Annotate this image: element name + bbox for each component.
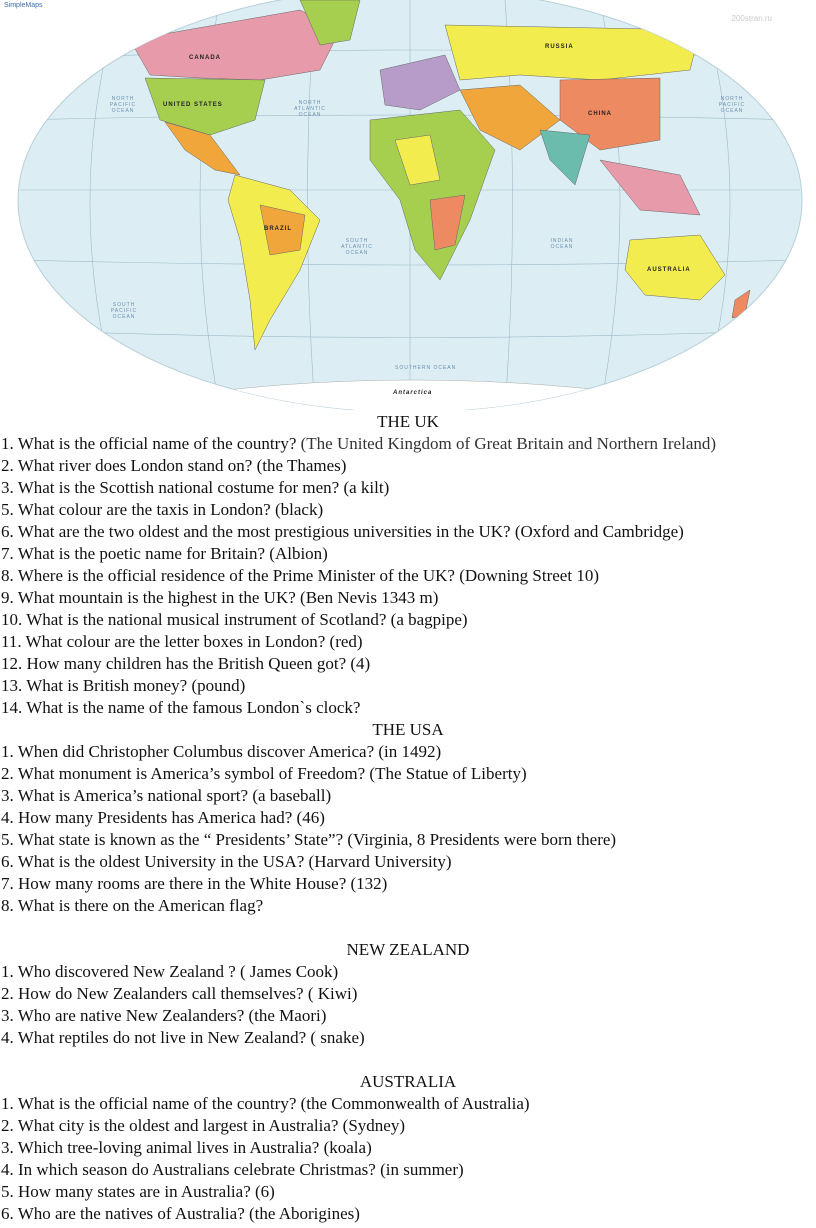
label-south-pacific: SOUTH PACIFIC OCEAN [110,302,138,320]
uk-question-1 [0,433,816,455]
uk-question-11: 11. What colour are the letter boxes in London? (red) [1,632,363,651]
nz-question-1: 1. Who discovered New Zealand ? ( James Cook) [1,962,339,981]
uk-question-5: 5. What colour are the taxis in London? (black) [1,500,324,519]
usa-question-7: 7. How many rooms are there in the White House? (132) [1,874,388,893]
au-question-2: 2. What city is the oldest and largest in Australia? (Sydney) [1,1116,405,1135]
usa-question-4: 4. How many Presidents has America had? (46) [1,808,325,827]
section-title-usa: THE USA [372,720,444,739]
map-watermark: 200stran.ru [731,14,772,23]
uk-question-14: 14. What is the name of the famous London`s clock? [1,698,361,717]
uk-question-6: 6. What are the two oldest and the most prestigious universities in the UK? (Oxford and Cambridge) [1,522,684,541]
au-question-6: 6. Who are the natives of Australia? (the Aborigines) [1,1204,360,1223]
section-title-new-zealand: NEW ZEALAND [346,940,470,959]
section-title-uk: THE UK [377,412,439,431]
label-china: CHINA [588,111,612,117]
question-text: 1. What is the official name of the country? [1,434,301,453]
label-indian-ocean: INDIAN OCEAN [550,238,574,250]
label-south-atlantic: SOUTH ATLANTIC OCEAN [341,238,373,256]
usa-question-1: 1. When did Christopher Columbus discover America? (in 1492) [1,742,442,761]
usa-question-8: 8. What is there on the American flag? [1,896,264,915]
label-australia: AUSTRALIA [647,267,691,273]
nz-question-2: 2. How do New Zealanders call themselves? ( Kiwi) [1,984,358,1003]
uk-question-9: 9. What mountain is the highest in the UK? (Ben Nevis 1343 m) [1,588,439,607]
label-north-atlantic: NORTH ATLANTIC OCEAN [294,100,326,118]
label-southern-ocean: SOUTHERN OCEAN [395,365,457,371]
label-north-pacific-east: NORTH PACIFIC OCEAN [718,96,746,114]
nz-question-3: 3. Who are native New Zealanders? (the Maori) [1,1006,327,1025]
usa-question-6: 6. What is the oldest University in the USA? (Harvard University) [1,852,452,871]
uk-question-7: 7. What is the poetic name for Britain? (Albion) [1,544,328,563]
label-canada: CANADA [189,55,221,61]
au-question-1: 1. What is the official name of the country? (the Commonwealth of Australia) [1,1094,530,1113]
au-question-3: 3. Which tree-loving animal lives in Australia? (koala) [1,1138,372,1157]
usa-question-5: 5. What state is known as the “ Presidents’ State”? (Virginia, 8 Presidents were born there) [1,830,617,849]
uk-question-13: 13. What is British money? (pound) [1,676,246,695]
label-antarctica: Antarctica [393,390,433,396]
uk-question-2: 2. What river does London stand on? (the Thames) [1,456,347,475]
spacer [0,1049,816,1071]
spacer [0,917,816,939]
au-question-4: 4. In which season do Australians celebrate Christmas? (in summer) [1,1160,464,1179]
world-map [0,0,816,410]
quiz-document [0,411,816,1225]
uk-question-8: 8. Where is the official residence of the Prime Minister of the UK? (Downing Street 10) [1,566,599,585]
section-title-australia: AUSTRALIA [359,1072,457,1091]
label-usa: UNITED STATES [163,102,223,108]
nz-question-4: 4. What reptiles do not live in New Zealand? ( snake) [1,1028,365,1047]
answer-text: (The United Kingdom of Great Britain and Northern Ireland) [300,434,717,453]
label-brazil: BRAZIL [264,226,292,232]
usa-question-2: 2. What monument is America’s symbol of Freedom? (The Statue of Liberty) [1,764,527,783]
uk-question-10: 10. What is the national musical instrument of Scotland? (a bagpipe) [1,610,468,629]
label-russia: RUSSIA [545,44,574,50]
russia-shape [445,25,700,80]
label-north-pacific-west: NORTH PACIFIC OCEAN [109,96,137,114]
world-map-graphic [0,0,816,410]
uk-question-3: 3. What is the Scottish national costume for men? (a kilt) [1,478,390,497]
usa-question-3: 3. What is America’s national sport? (a baseball) [1,786,332,805]
map-logo: SimpleMaps [4,2,43,9]
uk-question-12: 12. How many children has the British Queen got? (4) [1,654,371,673]
au-question-5: 5. How many states are in Australia? (6) [1,1182,275,1201]
